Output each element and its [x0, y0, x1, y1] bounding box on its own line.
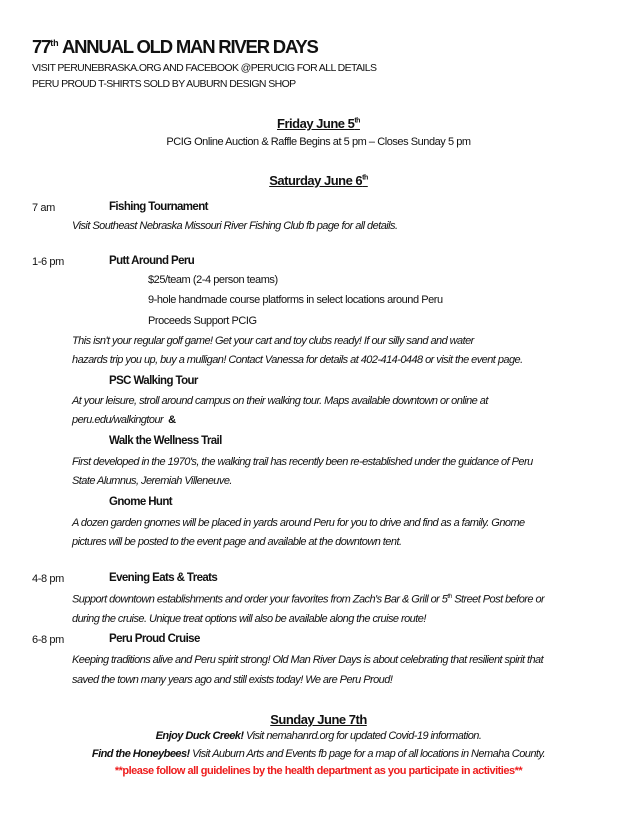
- header-line-tshirts: PERU PROUD T-SHIRTS SOLD BY AUBURN DESIGN SHOP: [32, 78, 296, 90]
- eats-desc-line1: Support downtown establishments and order your favorites from Zach's Bar & Grill or 5th Street Post before or: [72, 593, 545, 606]
- psc-desc-line1: At your leisure, stroll around campus on their walking tour. Maps available downtown or online at: [72, 395, 488, 407]
- wellness-desc-line1: First developed in the 1970's, the walking trail has recently been re-established under the guidance of Peru: [72, 456, 533, 468]
- cruise-desc-line1: Keeping traditions alive and Peru spirit strong! Old Man River Days is about celebrating that resilient spirit that: [72, 654, 544, 666]
- wellness-desc-line2: State Alumnus, Jeremiah Villeneuve.: [72, 475, 232, 487]
- sunday-heading: Sunday June 7th: [270, 712, 367, 727]
- gnome-desc-line2: pictures will be posted to the event page and available at the downtown tent.: [72, 536, 402, 548]
- putt-detail-proceeds: Proceeds Support PCIG: [148, 315, 257, 327]
- sunday-honeybees-line: Find the Honeybees! Visit Auburn Arts and Events fb page for a map of all locations in Nemaha County.: [91, 748, 546, 760]
- cruise-title: Peru Proud Cruise: [109, 633, 200, 645]
- putt-time: 1-6 pm: [32, 256, 64, 268]
- gnome-title: Gnome Hunt: [109, 496, 172, 508]
- friday-auction-line: PCIG Online Auction & Raffle Begins at 5 pm – Closes Sunday 5 pm: [166, 136, 471, 148]
- cruise-desc-line2: saved the town many years ago and still exists today! We are Peru Proud!: [72, 674, 393, 686]
- friday-heading: Friday June 5th: [277, 116, 360, 131]
- fishing-time: 7 am: [32, 202, 55, 214]
- eats-desc-line2: during the cruise. Unique treat options will also be available along the cruise route!: [72, 613, 426, 625]
- eats-title: Evening Eats & Treats: [109, 572, 218, 584]
- sunday-duck-creek-line: Enjoy Duck Creek! Visit nemahanrd.org for updated Covid-19 information.: [155, 730, 482, 742]
- putt-title: Putt Around Peru: [109, 255, 195, 267]
- eats-time: 4-8 pm: [32, 573, 64, 585]
- psc-desc-line2: peru.edu/walkingtour &: [72, 414, 176, 426]
- flyer-title: 77th ANNUAL OLD MAN RIVER DAYS: [32, 36, 318, 57]
- header-line-website: VISIT PERUNEBRASKA.ORG AND FACEBOOK @PERUCIG FOR ALL DETAILS: [32, 62, 377, 74]
- health-guidelines-notice: **please follow all guidelines by the health department as you participate in activities**: [114, 765, 523, 777]
- psc-link[interactable]: peru.edu/walkingtour: [72, 414, 164, 426]
- fishing-desc: Visit Southeast Nebraska Missouri River Fishing Club fb page for all details.: [72, 220, 398, 232]
- putt-detail-price: $25/team (2-4 person teams): [148, 274, 278, 286]
- gnome-desc-line1: A dozen garden gnomes will be placed in yards around Peru for you to drive and find as a family. Gnome: [72, 517, 525, 529]
- fishing-title: Fishing Tournament: [109, 201, 208, 213]
- cruise-time: 6-8 pm: [32, 634, 64, 646]
- wellness-title: Walk the Wellness Trail: [109, 435, 222, 447]
- saturday-heading: Saturday June 6th: [269, 173, 368, 188]
- putt-detail-course: 9-hole handmade course platforms in select locations around Peru: [148, 294, 443, 306]
- putt-desc-line1: This isn't your regular golf game! Get your cart and toy clubs ready! If our silly sand and water: [72, 335, 474, 347]
- putt-desc-line2: hazards trip you up, buy a mulligan! Contact Vanessa for details at 402-414-0448 or visit the event page.: [72, 354, 523, 366]
- psc-title: PSC Walking Tour: [109, 375, 198, 387]
